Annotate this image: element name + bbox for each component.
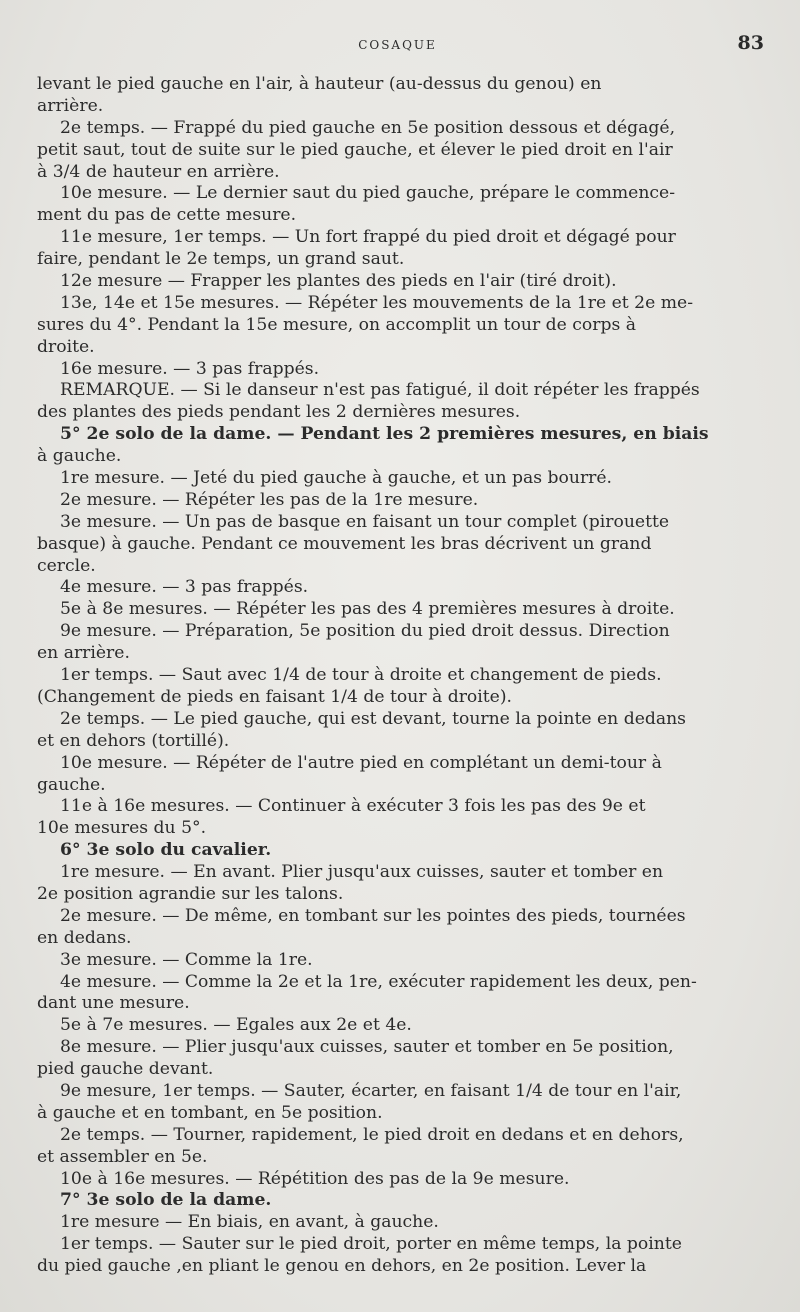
- text-line: 1re mesure. — En avant. Plier jusqu'aux cuisses, sauter et tomber en: [60, 862, 664, 883]
- page-body-text: [37, 74, 758, 1278]
- text-line: en arrière.: [37, 643, 130, 664]
- text-line: sures du 4°. Pendant la 15e mesure, on accomplit un tour de corps à: [37, 314, 637, 335]
- page-number: 83: [737, 32, 764, 54]
- running-title: COSAQUE: [358, 38, 437, 52]
- text-line: 9e mesure. — Préparation, 5e position du pied droit dessus. Direction: [60, 621, 670, 642]
- text-line: 8e mesure. — Plier jusqu'aux cuisses, sauter et tomber en 5e position,: [60, 1037, 674, 1058]
- text-line: 7° 3e solo de la dame.: [60, 1190, 272, 1211]
- text-line: levant le pied gauche en l'air, à hauteur (au-dessus du genou) en: [37, 74, 602, 94]
- text-line: en dedans.: [37, 927, 132, 948]
- text-line: basque) à gauche. Pendant ce mouvement les bras décrivent un grand: [37, 533, 652, 554]
- text-line: 2e mesure. — Répéter les pas de la 1re mesure.: [60, 489, 479, 510]
- text-line: 1re mesure — En biais, en avant, à gauche.: [60, 1212, 439, 1233]
- text-line: 13e, 14e et 15e mesures. — Répéter les mouvements de la 1re et 2e me-: [60, 292, 694, 313]
- text-line: pied gauche devant.: [37, 1059, 214, 1080]
- text-line: dant une mesure.: [37, 993, 190, 1014]
- text-line: 1er temps. — Saut avec 1/4 de tour à droite et changement de pieds.: [60, 665, 662, 686]
- text-line: petit saut, tout de suite sur le pied gauche, et élever le pied droit en l'air: [37, 139, 673, 160]
- text-line: 5e à 7e mesures. — Egales aux 2e et 4e.: [60, 1015, 412, 1036]
- text-line: droite.: [37, 336, 95, 357]
- text-line: 10e mesures du 5°.: [37, 818, 207, 839]
- text-line: et en dehors (tortillé).: [37, 730, 230, 751]
- text-line: 2e temps. — Le pied gauche, qui est devant, tourne la pointe en dedans: [60, 708, 687, 729]
- text-line: 1re mesure. — Jeté du pied gauche à gauche, et un pas bourré.: [60, 468, 613, 489]
- text-line: 5e à 8e mesures. — Répéter les pas des 4 premières mesures à droite.: [60, 599, 675, 620]
- text-line: 4e mesure. — 3 pas frappés.: [60, 577, 309, 598]
- text-line: 11e à 16e mesures. — Continuer à exécuter 3 fois les pas des 9e et: [60, 796, 646, 817]
- text-line: 11e mesure, 1er temps. — Un fort frappé du pied droit et dégagé pour: [60, 227, 676, 248]
- text-line: à gauche et en tombant, en 5e position.: [37, 1102, 383, 1123]
- text-line: 2e position agrandie sur les talons.: [37, 883, 344, 904]
- text-line: REMARQUE. — Si le danseur n'est pas fatigué, il doit répéter les frappés: [60, 380, 700, 401]
- text-line: 10e mesure. — Le dernier saut du pied gauche, prépare le commence-: [60, 183, 676, 204]
- text-line: 2e temps. — Tourner, rapidement, le pied droit en dedans et en dehors,: [60, 1124, 684, 1145]
- page-header: [37, 32, 764, 60]
- text-line: à gauche.: [37, 446, 122, 467]
- text-line: 5° 2e solo de la dame. — Pendant les 2 premières mesures, en biais: [60, 424, 709, 445]
- text-line: 3e mesure. — Comme la 1re.: [60, 949, 313, 970]
- text-line: 12e mesure — Frapper les plantes des pieds en l'air (tiré droit).: [60, 271, 617, 292]
- text-line: des plantes des pieds pendant les 2 dernières mesures.: [37, 402, 521, 423]
- text-line: 10e à 16e mesures. — Répétition des pas de la 9e mesure.: [60, 1168, 570, 1189]
- text-line: à 3/4 de hauteur en arrière.: [37, 161, 280, 182]
- text-line: ment du pas de cette mesure.: [37, 205, 297, 226]
- text-line: cercle.: [37, 555, 96, 576]
- text-line: 6° 3e solo du cavalier.: [60, 840, 272, 861]
- text-line: 3e mesure. — Un pas de basque en faisant un tour complet (pirouette: [60, 511, 670, 532]
- text-line: arrière.: [37, 95, 104, 116]
- text-line: 2e temps. — Frappé du pied gauche en 5e position dessous et dégagé,: [60, 117, 676, 138]
- text-line: 9e mesure, 1er temps. — Sauter, écarter, en faisant 1/4 de tour en l'air,: [60, 1080, 682, 1101]
- text-line: gauche.: [37, 774, 106, 795]
- text-line: 1er temps. — Sauter sur le pied droit, porter en même temps, la pointe: [60, 1234, 682, 1255]
- text-line: (Changement de pieds en faisant 1/4 de tour à droite).: [37, 686, 513, 707]
- text-line: 2e mesure. — De même, en tombant sur les pointes des pieds, tournées: [60, 905, 686, 926]
- text-line: du pied gauche ,en pliant le genou en dehors, en 2e position. Lever la: [37, 1256, 647, 1277]
- text-line: 4e mesure. — Comme la 2e et la 1re, exécuter rapidement les deux, pen-: [60, 971, 697, 992]
- text-line: 10e mesure. — Répéter de l'autre pied en complétant un demi-tour à: [60, 752, 662, 773]
- text-line: faire, pendant le 2e temps, un grand saut.: [37, 249, 405, 270]
- text-line: et assembler en 5e.: [37, 1146, 208, 1167]
- text-line: 16e mesure. — 3 pas frappés.: [60, 358, 320, 379]
